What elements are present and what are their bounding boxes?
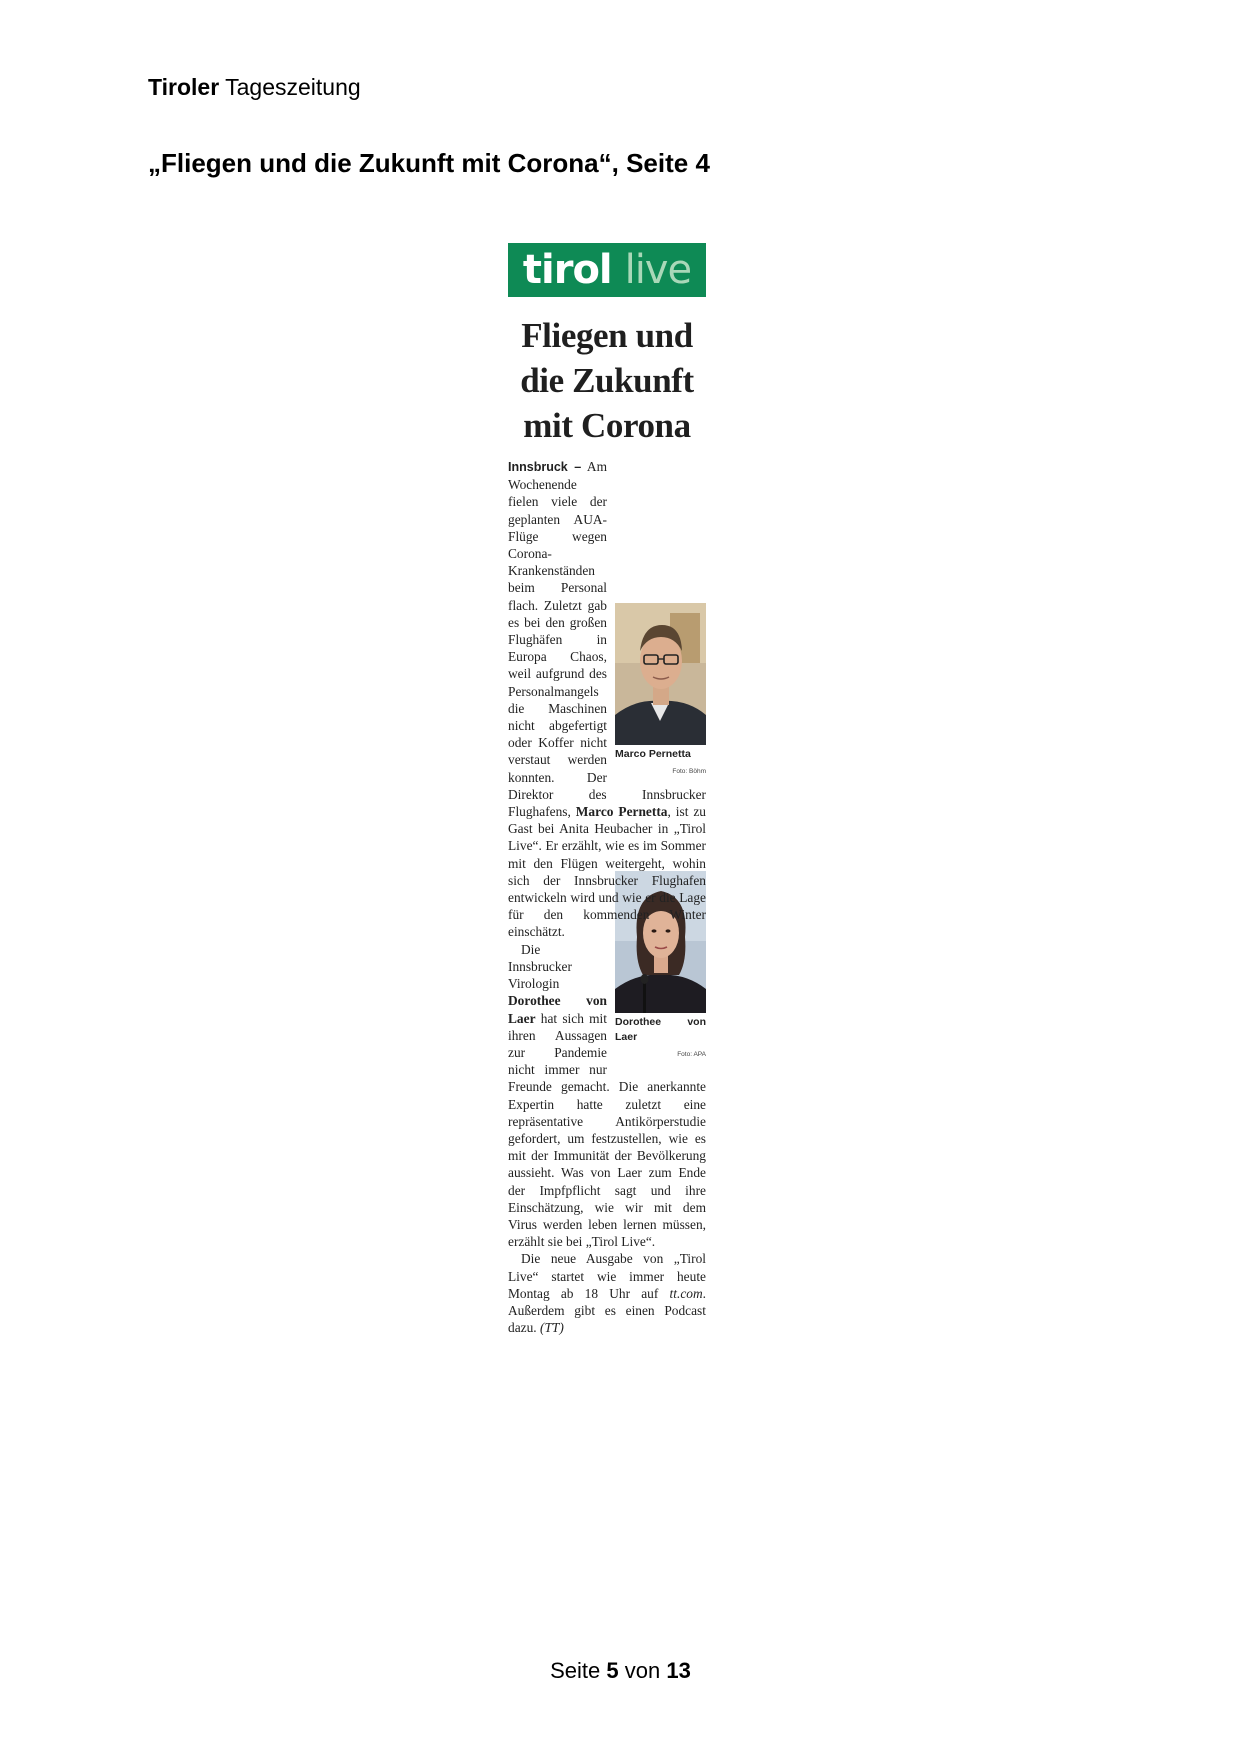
page-number-separator: von (624, 1658, 661, 1683)
logo-text-tirol: tirol (522, 247, 612, 293)
article-paragraph-2 (508, 941, 706, 1251)
paragraph-2-text-b: hat sich mit ihren Aussagen zur Pandemie nicht immer nur Freunde gemacht. Die anerkannte Expertin hatte zuletzt eine repräsentative Antikörperstudie gefordert, um festzustellen, wie es mit der Immunität der Bevölkerung aussieht. Was von Laer zum Ende der Impfpflicht sagt und ihre Einschätzung, wie wir mit dem Virus werden leben lernen müssen, erzählt sie bei „Tirol Live“. (508, 1010, 706, 1250)
photo-caption-dorothee-von-laer: Dorothee von Laer (615, 1015, 706, 1043)
logo-text-live: live (624, 247, 692, 293)
photo-caption-marco-pernetta: Marco Pernetta (615, 748, 691, 760)
page-number-total: 13 (666, 1658, 691, 1683)
page-number-prefix: Seite (550, 1658, 601, 1683)
paragraph-1-text-b: , ist zu Gast bei Anita Heubacher in „Tirol Live“. Er erzählt, wie es im Sommer mit den Flügen weitergeht, wohin sich der Innsbrucker Flughafen entwickeln wird und wie er die Lage für den kommenden Winter einschätzt. (508, 804, 706, 940)
publication-name-rest: Tageszeitung (225, 74, 361, 100)
tirol-live-logo (508, 243, 706, 297)
dateline: Innsbruck – (508, 460, 582, 474)
article-reference-heading: „Fliegen und die Zukunft mit Corona“, Seite 4 (148, 148, 710, 178)
article-paragraph-3 (508, 1250, 706, 1336)
newspaper-clipping (508, 243, 706, 1336)
photo-credit-apa: Foto: APA (677, 1050, 706, 1058)
portrait-photo-marco-pernetta (615, 603, 706, 745)
publication-name-bold: Tiroler (148, 74, 220, 100)
person-name-marco-pernetta: Marco Pernetta (575, 804, 668, 820)
author-signature: (TT) (540, 1320, 564, 1336)
photo-credit-boehm: Foto: Böhm (672, 768, 706, 775)
article-headline: Fliegen und die Zukunft mit Corona (520, 316, 694, 445)
page-number-current: 5 (606, 1658, 619, 1683)
website-reference: tt.com (669, 1285, 703, 1301)
paragraph-1-text-a: Am Wochenende fielen viele der geplanten AUA-Flüge wegen Corona-Krankenständen beim Personal flach. Zuletzt gab es bei den großen Flughäfen in Europa Chaos, weil aufgrund des Personalmangels die Maschinen nicht abgefertigt oder Koffer nicht verstaut werden konnten. Der Direktor des Innsbrucker Flughafens, (508, 459, 706, 820)
paragraph-3-text-a: Die neue Ausgabe von „Tirol Live“ startet wie immer heute Montag ab 18 Uhr auf (508, 1251, 706, 1301)
figure-marco-pernetta (615, 603, 706, 779)
publication-name (148, 72, 361, 102)
article-paragraph-1 (508, 458, 706, 941)
page-number (0, 1656, 1241, 1686)
person-name-dorothee-von-laer: Dorothee von Laer (508, 993, 607, 1026)
paragraph-3-text-b: . Außerdem gibt es einen Podcast dazu. (508, 1285, 706, 1336)
paragraph-2-text-a: Die Innsbrucker Virologin (508, 941, 572, 992)
